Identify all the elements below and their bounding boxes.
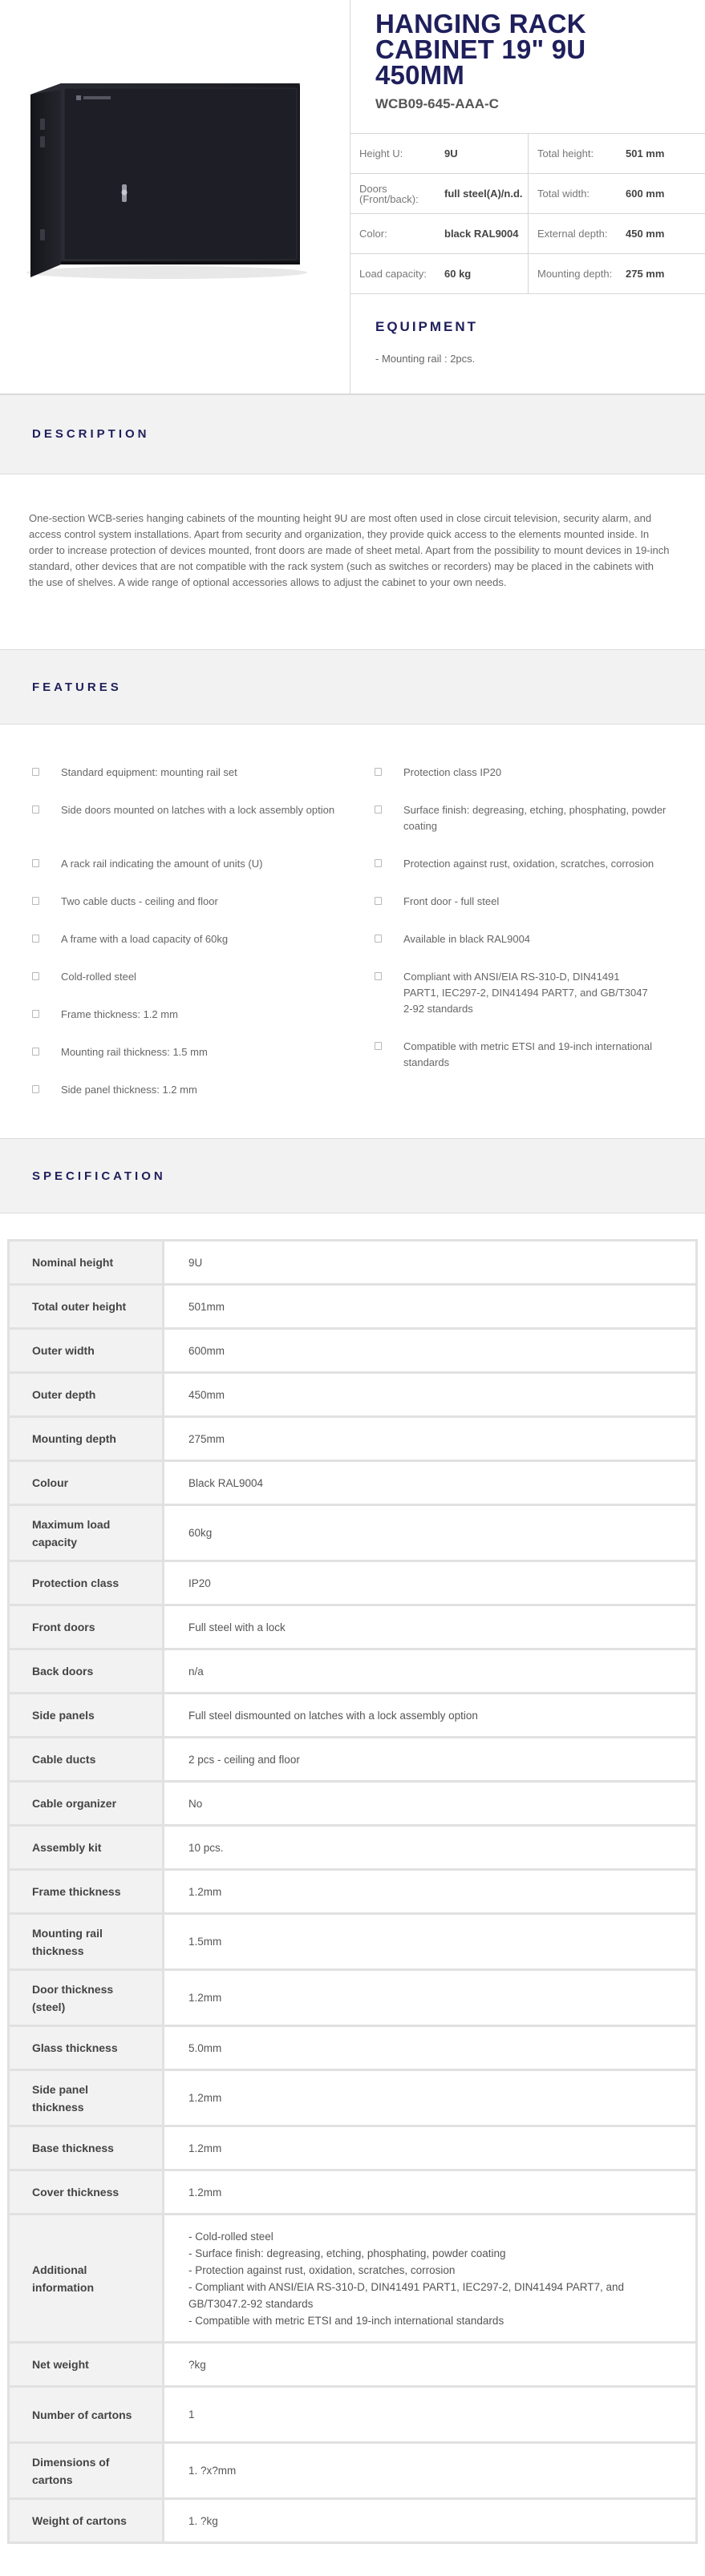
spec-row-label: Nominal height — [9, 1241, 164, 1285]
bullet-icon — [375, 768, 382, 776]
feature-item: Two cable ducts - ceiling and floor — [32, 894, 369, 910]
spec-row-label: Maximum load capacity — [9, 1505, 164, 1561]
spec-key: Doors (Front/back): — [359, 182, 419, 205]
spec-row-label: Cable ducts — [9, 1738, 164, 1782]
specification-table-body — [9, 1241, 697, 2543]
feature-item: Compliant with ANSI/EIA RS-310-D, DIN41491 PART1, IEC297-2, DIN41494 PART7, and GB/T3047 2-92 standards — [375, 969, 651, 1017]
spec-row-value: Full steel with a lock — [164, 1605, 697, 1649]
bullet-icon — [375, 1042, 382, 1050]
spec-key: Height U: — [359, 147, 403, 159]
bullet-icon — [32, 1010, 39, 1018]
bullet-icon — [375, 806, 382, 814]
spec-value-line: - Surface finish: degreasing, etching, phosphating, powder coating — [188, 2247, 506, 2259]
product-hero — [0, 0, 705, 394]
quick-spec-grid — [350, 133, 705, 294]
quick-spec-cell — [528, 174, 705, 213]
feature-item: A frame with a load capacity of 60kg — [32, 931, 369, 947]
spec-value-line: - Protection against rust, oxidation, scratches, corrosion — [188, 2263, 456, 2276]
product-image-panel — [0, 0, 350, 394]
spec-row — [9, 1329, 697, 1373]
quick-spec-row — [350, 134, 705, 174]
spec-row-label: Cable organizer — [9, 1782, 164, 1826]
spec-row-value: 450mm — [164, 1373, 697, 1417]
spec-value: 60 kg — [444, 268, 472, 280]
spec-value: 600 mm — [626, 188, 665, 200]
feature-item: Protection class IP20 — [375, 765, 705, 781]
feature-item: Standard equipment: mounting rail set — [32, 765, 369, 781]
spec-row-label: Number of cartons — [9, 2387, 164, 2443]
spec-row — [9, 1561, 697, 1605]
spec-row-label: Front doors — [9, 1605, 164, 1649]
spec-row-label: Frame thickness — [9, 1870, 164, 1914]
bullet-icon — [32, 1048, 39, 1056]
spec-row-value: 60kg — [164, 1505, 697, 1561]
features-band — [0, 649, 705, 725]
bullet-icon — [32, 897, 39, 905]
specification-heading: SPECIFICATION — [32, 1169, 166, 1183]
spec-row-label: Total outer height — [9, 1285, 164, 1329]
spec-value: 275 mm — [626, 268, 665, 280]
spec-row-value: 10 pcs. — [164, 1826, 697, 1870]
spec-value: black RAL9004 — [444, 228, 519, 240]
equipment-heading: EQUIPMENT — [375, 319, 479, 334]
spec-row-label: Additional information — [9, 2215, 164, 2343]
equipment-item: - Mounting rail : 2pcs. — [375, 353, 476, 365]
spec-row — [9, 1605, 697, 1649]
spec-row — [9, 2170, 697, 2215]
quick-spec-cell — [350, 134, 528, 173]
product-code: WCB09-645-AAA-C — [375, 96, 499, 111]
spec-key: External depth: — [537, 228, 608, 240]
feature-item: Side panel thickness: 1.2 mm — [32, 1082, 369, 1098]
feature-item: A rack rail indicating the amount of units (U) — [32, 856, 369, 872]
spec-row-value: 5.0mm — [164, 2026, 697, 2070]
bullet-icon — [375, 972, 382, 980]
spec-row-label: Protection class — [9, 1561, 164, 1605]
rack-cabinet-image — [0, 0, 350, 394]
spec-row-value: No — [164, 1782, 697, 1826]
spec-row — [9, 1738, 697, 1782]
spec-value: 450 mm — [626, 228, 665, 240]
spec-row — [9, 1914, 697, 1970]
spec-row — [9, 1241, 697, 1285]
spec-key: Total width: — [537, 188, 590, 200]
feature-item: Cold-rolled steel — [32, 969, 369, 985]
spec-row — [9, 2070, 697, 2126]
spec-row-label: Weight of cartons — [9, 2499, 164, 2543]
spec-value: full steel(A)/n.d. — [444, 188, 523, 200]
spec-row-label: Assembly kit — [9, 1826, 164, 1870]
spec-row-label: Door thickness (steel) — [9, 1970, 164, 2026]
spec-row — [9, 1870, 697, 1914]
bullet-icon — [32, 935, 39, 943]
spec-row-value: 1.2mm — [164, 1970, 697, 2026]
feature-item: Protection against rust, oxidation, scratches, corrosion — [375, 856, 705, 872]
spec-row-label: Net weight — [9, 2343, 164, 2387]
spec-row-value: 1.2mm — [164, 2070, 697, 2126]
spec-row — [9, 1649, 697, 1694]
spec-row — [9, 1826, 697, 1870]
spec-row-value: 1. ?kg — [164, 2499, 697, 2543]
quick-spec-cell — [350, 254, 528, 293]
features-heading: FEATURES — [32, 680, 122, 694]
spec-row — [9, 1373, 697, 1417]
spec-row — [9, 2215, 697, 2343]
spec-row-value: 275mm — [164, 1417, 697, 1461]
spec-row-label: Glass thickness — [9, 2026, 164, 2070]
spec-row-value: ?kg — [164, 2343, 697, 2387]
spec-row-value: 501mm — [164, 1285, 697, 1329]
spec-value: 501 mm — [626, 147, 665, 159]
quick-spec-cell — [528, 254, 705, 293]
feature-item: Available in black RAL9004 — [375, 931, 705, 947]
spec-key: Color: — [359, 228, 387, 240]
spec-row — [9, 1285, 697, 1329]
spec-value: 9U — [444, 147, 458, 159]
specification-band — [0, 1138, 705, 1213]
spec-row-label: Cover thickness — [9, 2170, 164, 2215]
spec-row-value: 1 — [164, 2387, 697, 2443]
feature-item: Compatible with metric ETSI and 19-inch international standards — [375, 1039, 691, 1071]
description-heading: DESCRIPTION — [32, 427, 150, 441]
spec-row-label: Base thickness — [9, 2126, 164, 2170]
spec-key: Mounting depth: — [537, 268, 613, 280]
spec-row-label: Colour — [9, 1461, 164, 1505]
bullet-icon — [32, 806, 39, 814]
spec-key: Load capacity: — [359, 268, 427, 280]
spec-row — [9, 1417, 697, 1461]
spec-value-line: - Compliant with ANSI/EIA RS-310-D, DIN41491 PART1, IEC297-2, DIN41494 PART7, and GB/T3047.2-92 standards — [188, 2280, 625, 2310]
spec-row-value: n/a — [164, 1649, 697, 1694]
spec-row-value: 1.2mm — [164, 1870, 697, 1914]
bullet-icon — [32, 768, 39, 776]
bullet-icon — [375, 859, 382, 867]
spec-row-label: Dimensions of cartons — [9, 2443, 164, 2499]
quick-spec-cell — [350, 174, 528, 213]
spec-row-label: Mounting rail thickness — [9, 1914, 164, 1970]
feature-item: Surface finish: degreasing, etching, phosphating, powder coating — [375, 802, 671, 834]
spec-row — [9, 2026, 697, 2070]
spec-row-label: Outer width — [9, 1329, 164, 1373]
quick-spec-row — [350, 254, 705, 294]
spec-row-label: Outer depth — [9, 1373, 164, 1417]
feature-item: Frame thickness: 1.2 mm — [32, 1007, 369, 1023]
spec-row-label: Back doors — [9, 1649, 164, 1694]
spec-row — [9, 1461, 697, 1505]
spec-row — [9, 2499, 697, 2543]
specification-table-wrap — [7, 1239, 698, 2544]
spec-row — [9, 2387, 697, 2443]
bullet-icon — [32, 859, 39, 867]
spec-row-label: Side panel thickness — [9, 2070, 164, 2126]
spec-row-value: 9U — [164, 1241, 697, 1285]
description-band — [0, 394, 705, 474]
bullet-icon — [32, 1085, 39, 1093]
spec-row-value: Black RAL9004 — [164, 1461, 697, 1505]
bullet-icon — [32, 972, 39, 980]
quick-spec-row — [350, 174, 705, 214]
description-text: One-section WCB-series hanging cabinets of the mounting height 9U are most often used in close circuit television, security alarm, and access control system installations. Apart from security and organization, they provide quick access to the elements mounted inside. In order to increase protection of devices mounted, front doors are made of sheet metal. Apart from the possibility to mount devices in 19-inch standard, other devices that are not compatible with the rack system (such as switches or recorders) may be placed in the cabinets with the use of shelves. A wide range of optional accessories allows to adjust the cabinet to your own needs. — [29, 512, 670, 588]
spec-row-value: IP20 — [164, 1561, 697, 1605]
spec-row-value: 1.5mm — [164, 1914, 697, 1970]
specification-table — [7, 1239, 698, 2544]
feature-item: Front door - full steel — [375, 894, 705, 910]
spec-row-value: 2 pcs - ceiling and floor — [164, 1738, 697, 1782]
spec-row-value: 1. ?x?mm — [164, 2443, 697, 2499]
quick-spec-cell — [350, 214, 528, 253]
spec-row-value: 1.2mm — [164, 2170, 697, 2215]
spec-row-value — [164, 2215, 697, 2343]
spec-row-value: Full steel dismounted on latches with a lock assembly option — [164, 1694, 697, 1738]
spec-row — [9, 2343, 697, 2387]
spec-row — [9, 1970, 697, 2026]
spec-row — [9, 1694, 697, 1738]
bullet-icon — [375, 935, 382, 943]
spec-row — [9, 1505, 697, 1561]
spec-row-label: Mounting depth — [9, 1417, 164, 1461]
quick-spec-row — [350, 214, 705, 254]
spec-key: Total height: — [537, 147, 594, 159]
quick-spec-cell — [528, 134, 705, 173]
feature-item: Mounting rail thickness: 1.5 mm — [32, 1044, 369, 1060]
spec-row-value: 1.2mm — [164, 2126, 697, 2170]
product-info-panel — [350, 0, 705, 394]
bullet-icon — [375, 897, 382, 905]
quick-spec-cell — [528, 214, 705, 253]
spec-row — [9, 1782, 697, 1826]
feature-item: Side doors mounted on latches with a lock assembly option — [32, 802, 349, 818]
spec-row-value: 600mm — [164, 1329, 697, 1373]
spec-row — [9, 2126, 697, 2170]
product-title: HANGING RACK CABINET 19" 9U 450MM — [375, 9, 586, 90]
spec-row — [9, 2443, 697, 2499]
spec-row-label: Side panels — [9, 1694, 164, 1738]
spec-value-line: - Cold-rolled steel — [188, 2230, 273, 2243]
spec-value-line: - Compatible with metric ETSI and 19-inch international standards — [188, 2314, 504, 2327]
